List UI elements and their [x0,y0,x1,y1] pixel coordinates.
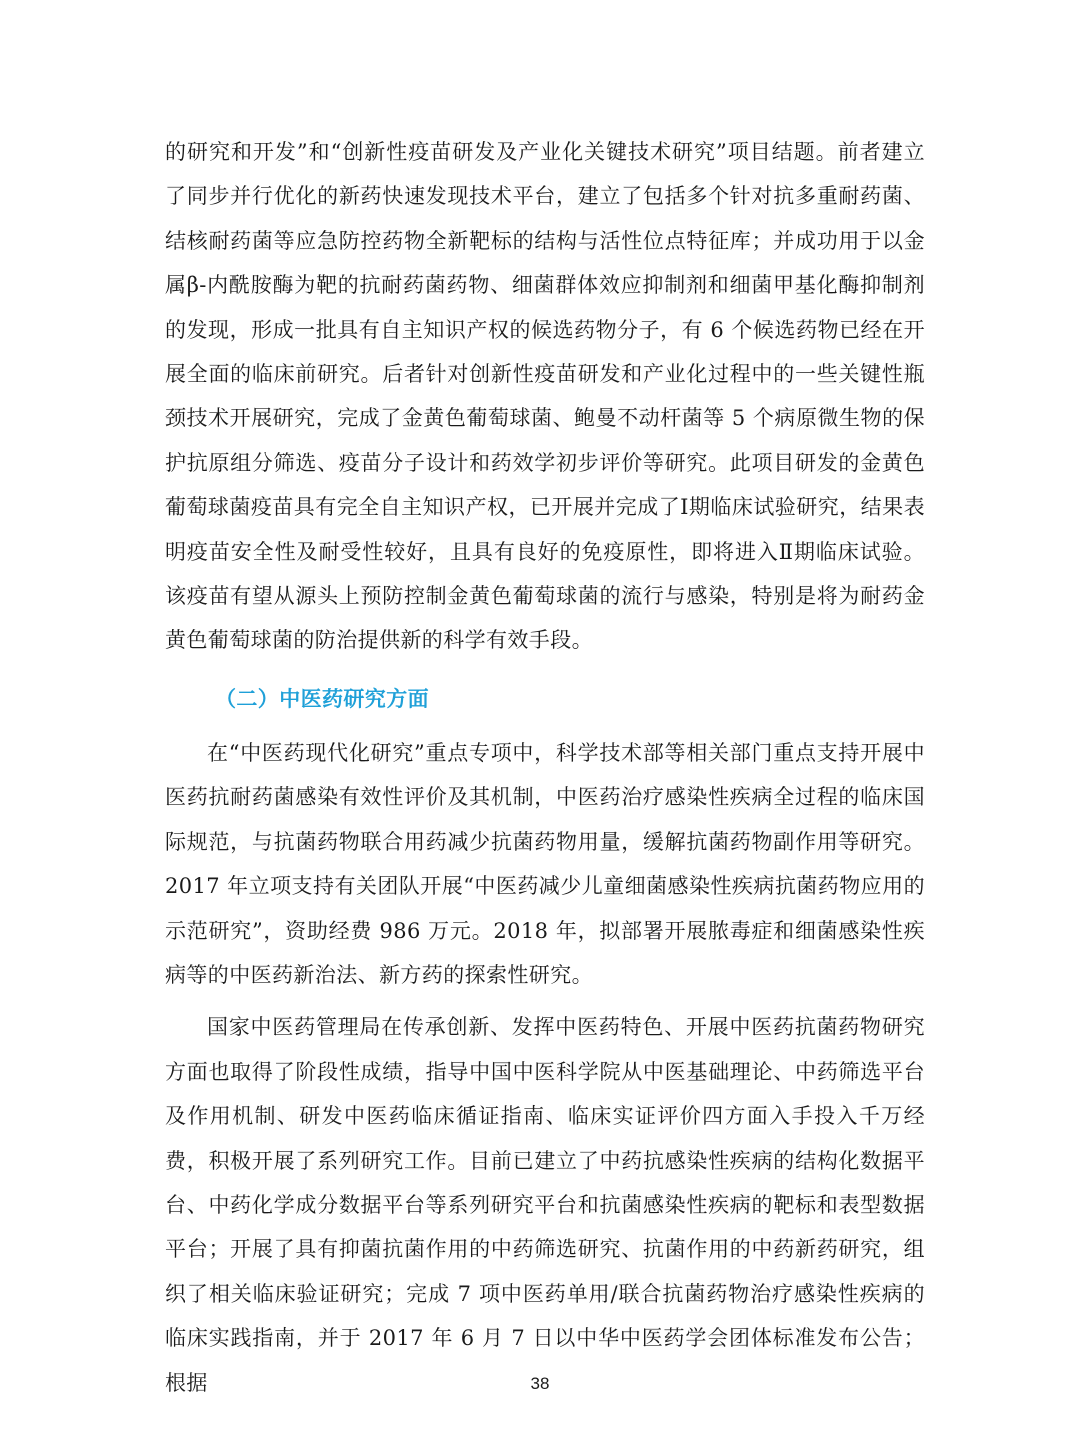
page-body [165,130,925,1405]
paragraph-tcm-modernization: 在“中医药现代化研究”重点专项中，科学技术部等相关部门重点支持开展中医药抗耐药菌感染有效性评价及其机制，中医药治疗感染性疾病全过程的临床国际规范，与抗菌药物联合用药减少抗菌药物用量，缓解抗菌药物副作用等研究。2017 年立项支持有关团队开展“中医药减少儿童细菌感染性疾病抗菌药物应用的示范研究”，资助经费 986 万元。2018 年，拟部署开展脓毒症和细菌感染性疾病等的中医药新治法、新方药的探索性研究。 [165,740,925,987]
section-heading-tcm-research: （二）中医药研究方面 [215,685,429,711]
paragraph-gap [165,997,925,1005]
paragraph-project-results: 的研究和开发”和“创新性疫苗研发及产业化关键技术研究”项目结题。前者建立了同步并行优化的新药快速发现技术平台，建立了包括多个针对抗多重耐药菌、结核耐药菌等应急防控药物全新靶标的结构与活性位点特征库；并成功用于以金属β-内酰胺酶为靶的抗耐药菌药物、细菌群体效应抑制剂和细菌甲基化酶抑制剂的发现，形成一批具有自主知识产权的候选药物分子，有 6 个候选药物已经在开展全面的临床前研究。后者针对创新性疫苗研发和产业化过程中的一些关键性瓶颈技术开展研究，完成了金黄色葡萄球菌、鲍曼不动杆菌等 5 个病原微生物的保护抗原组分筛选、疫苗分子设计和药效学初步评价等研究。此项目研发的金黄色葡萄球菌疫苗具有完全自主知识产权，已开展并完成了Ⅰ期临床试验研究，结果表明疫苗安全性及耐受性较好，且具有良好的免疫原性，即将进入Ⅱ期临床试验。该疫苗有望从源头上预防控制金黄色葡萄球菌的流行与感染，特别是将为耐药金黄色葡萄球菌的防治提供新的科学有效手段。 [165,140,925,653]
paragraph-tcm-administration: 国家中医药管理局在传承创新、发挥中医药特色、开展中医药抗菌药物研究方面也取得了阶段性成绩，指导中国中医科学院从中医基础理论、中药筛选平台及作用机制、研发中医药临床循证指南、临床实证评价四方面入手投入千万经费，积极开展了系列研究工作。目前已建立了中药抗感染性疾病的结构化数据平台、中药化学成分数据平台等系列研究平台和抗菌感染性疾病的靶标和表型数据平台；开展了具有抑菌抗菌作用的中药筛选研究、抗菌作用的中药新药研究，组织了相关临床验证研究；完成 7 项中医药单用/联合抗菌药物治疗感染性疾病的临床实践指南，并于 2017 年 6 月 7 日以中华中医药学会团体标准发布公告；根据 [165,1015,925,1395]
page-number: 38 [530,1374,550,1393]
